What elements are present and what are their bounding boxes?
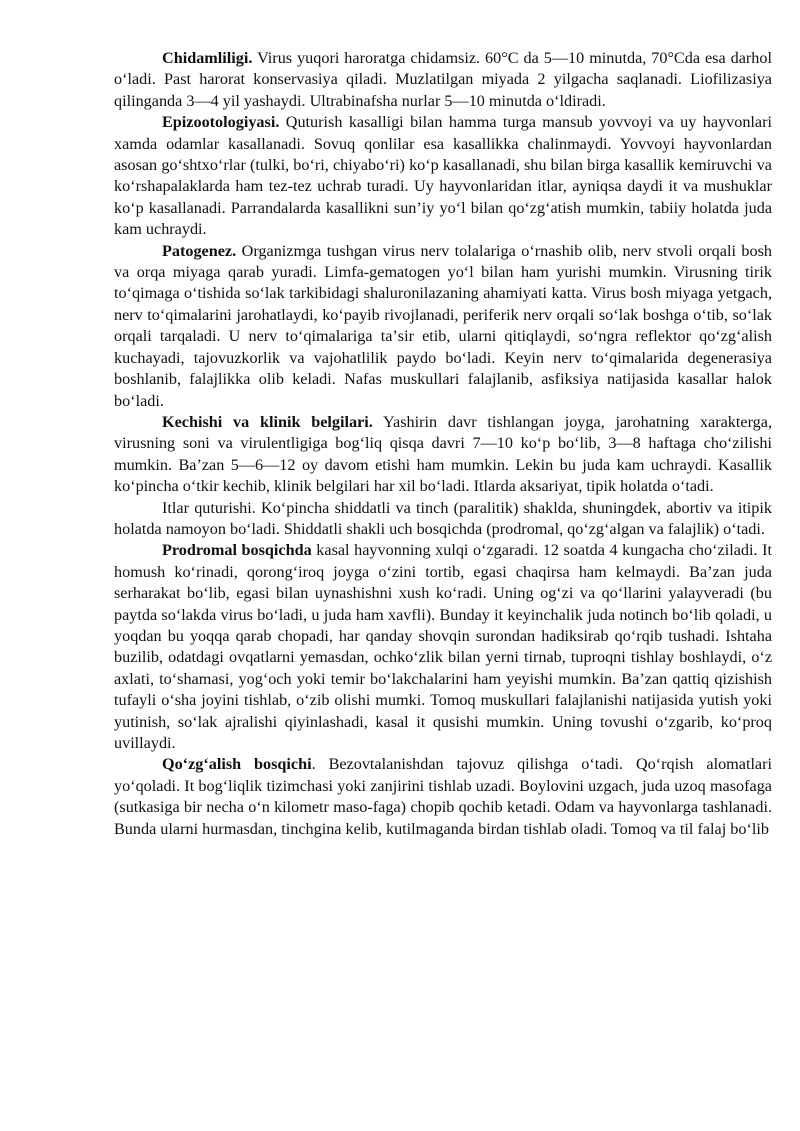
- heading-pathogenesis: Patogenez.: [162, 241, 237, 260]
- text-resistance: Virus yuqori haroratga chidamsiz. 60°C da 5—10 minutda, 70°Cda esa darhol oʻladi. Past harorat konservasiya qiladi. Muzlatilgan miyada 2 yilgacha saqlanadi. Liofilizasiya qilinganda 3—4 yil yashaydi. Ultrabinafsha nurlar 5—10 minutda oʻldiradi.: [114, 49, 772, 110]
- text-clinical-signs: Yashirin davr tishlangan joyga, jarohatning xarakterga, virusning soni va virulentligiga bogʻliq qisqa davri 7—10 koʻp boʻlib, 3—8 haftaga choʻzilishi mumkin. Baʼzan 5—6—12 oy davom etishi ham mumkin. Lekin bu juda kam uchraydi. Kasallik koʻpincha oʻtkir kechib, klinik belgilari har xil boʻladi. Itlarda aksariyat, tipik holatda oʻtadi.: [114, 412, 772, 496]
- paragraph-epizootology: [114, 112, 772, 240]
- paragraph-resistance: [114, 48, 772, 112]
- document-page: [114, 48, 772, 840]
- heading-epizootology: Epizootologiyasi.: [162, 113, 280, 132]
- paragraph-prodromal: [114, 540, 772, 754]
- heading-resistance: Chidamliligi.: [162, 49, 253, 67]
- text-pathogenesis: Organizmga tushgan virus nerv tolalariga oʻrnashib olib, nerv stvoli orqali bosh va orqa miyaga qarab yuradi. Limfa-gematogen yoʻl bilan ham yurishi mumkin. Virusning tirik toʻqimaga oʻtishida soʻlak tarkibidagi shaluronilazaning ahamiyati katta. Virus bosh miyaga yetgach, nerv toʻqimalarini jarohatlaydi, koʻpayib rivojlanadi, periferik nerv orqali soʻlak boshga oʻtib, soʻlak orqali tarqaladi. U nerv toʻqimalariga taʼsir etib, ularni qitiqlaydi, soʻngra reflektor qoʻzgʻalish kuchayadi, tajovuzkorlik va vajohatlilik paydo boʻladi. Keyin nerv toʻqimalarida degenerasiya boshlanib, falajlikka olib keladi. Nafas muskullari falajlanib, asfiksiya natijasida kasallar halok boʻladi.: [114, 241, 772, 410]
- text-epizootology: Quturish kasalligi bilan hamma turga mansub yovvoyi va uy hayvonlari xamda odamlar kasallanadi. Sovuq qonlilar esa kasallikka chalinmaydi. Yovvoyi hayvonlardan asosan goʻshtxoʻrlar (tulki, boʻri, chiyaboʻri) koʻp kasallanadi, shu bilan birga kasallik kemiruvchi va koʻrshapalaklarda ham tez-tez uchrab turadi. Uy hayvonlaridan itlar, ayniqsa daydi it va mushuklar koʻp kasallanadi. Parrandalarda kasallikni sunʼiy yoʻl bilan qoʻzgʻatish mumkin, tabiiy holatda juda kam uchraydi.: [114, 113, 772, 239]
- heading-clinical-signs: Kechishi va klinik belgilari.: [162, 412, 373, 431]
- paragraph-dog-rabies: [114, 498, 772, 541]
- text-excitation: . Bezovtalanishdan tajovuz qilishga oʻtadi. Qoʻrqish alomatlari yoʻqoladi. It bogʻliqlik tizimchasi yoki zanjirini tishlab uzadi. Boylovini uzgach, juda uzoq masofaga (sutkasiga bir necha oʻn kilometr maso-faga) chopib qochib ketadi. Odam va hayvonlarga tashlanadi. Bunda ularni hurmasdan, tinchgina kelib, kutilmaganda birdan tishlab oladi. Tomoq va til falaj boʻlib: [114, 755, 773, 838]
- heading-excitation: Qoʻzgʻalish bosqichi: [162, 755, 312, 774]
- heading-prodromal: Prodromal bosqichda: [162, 541, 312, 560]
- paragraph-excitation: [114, 754, 772, 840]
- text-prodromal: kasal hayvonning xulqi oʻzgaradi. 12 soatda 4 kungacha choʻziladi. It homush koʻrinadi, qorongʻiroq joyga oʻzini tortib, egasi chaqirsa ham kelmaydi. Baʼzan juda serharakat boʻlib, egasi bilan uynashishni xush koʻradi. Uning ogʻzi va qoʻllarini yalayveradi (bu paytda soʻlakda virus boʻladi, u juda ham xavfli). Bunday it keyinchalik juda notinch boʻlib qoladi, u yoqdan bu yoqqa qarab chopadi, har qanday shovqin surondan hadiksirab qoʻrqib tushadi. Ishtaha buzilib, odatdagi ovqatlarni yemasdan, ochkoʻzlik bilan yerni tirnab, tuproqni tishlay boshlaydi, oʻz axlati, toʻshamasi, yogʻoch yoki temir boʻlakchalarini ham yeyishi mumkin. Baʼzan qattiq qizishish tufayli oʻsha joyini tishlab, oʻzib olishi mumki. Tomoq muskullari falajlanishi natijasida yutish yoki yutinish, soʻlak ajralishi qiyinlashadi, kasal it qusishi mumkin. Uning tovushi oʻzgarib, koʻproq uvillaydi.: [114, 541, 772, 752]
- paragraph-pathogenesis: [114, 241, 772, 412]
- text-dog-rabies: Itlar quturishi. Koʻpincha shiddatli va tinch (paralitik) shaklda, shuningdek, abortiv va itipik holatda namoyon boʻladi. Shiddatli shakli uch bosqichda (prodromal, qoʻzgʻalgan va falajlik) oʻtadi.: [114, 498, 772, 538]
- paragraph-clinical-signs: [114, 412, 772, 498]
